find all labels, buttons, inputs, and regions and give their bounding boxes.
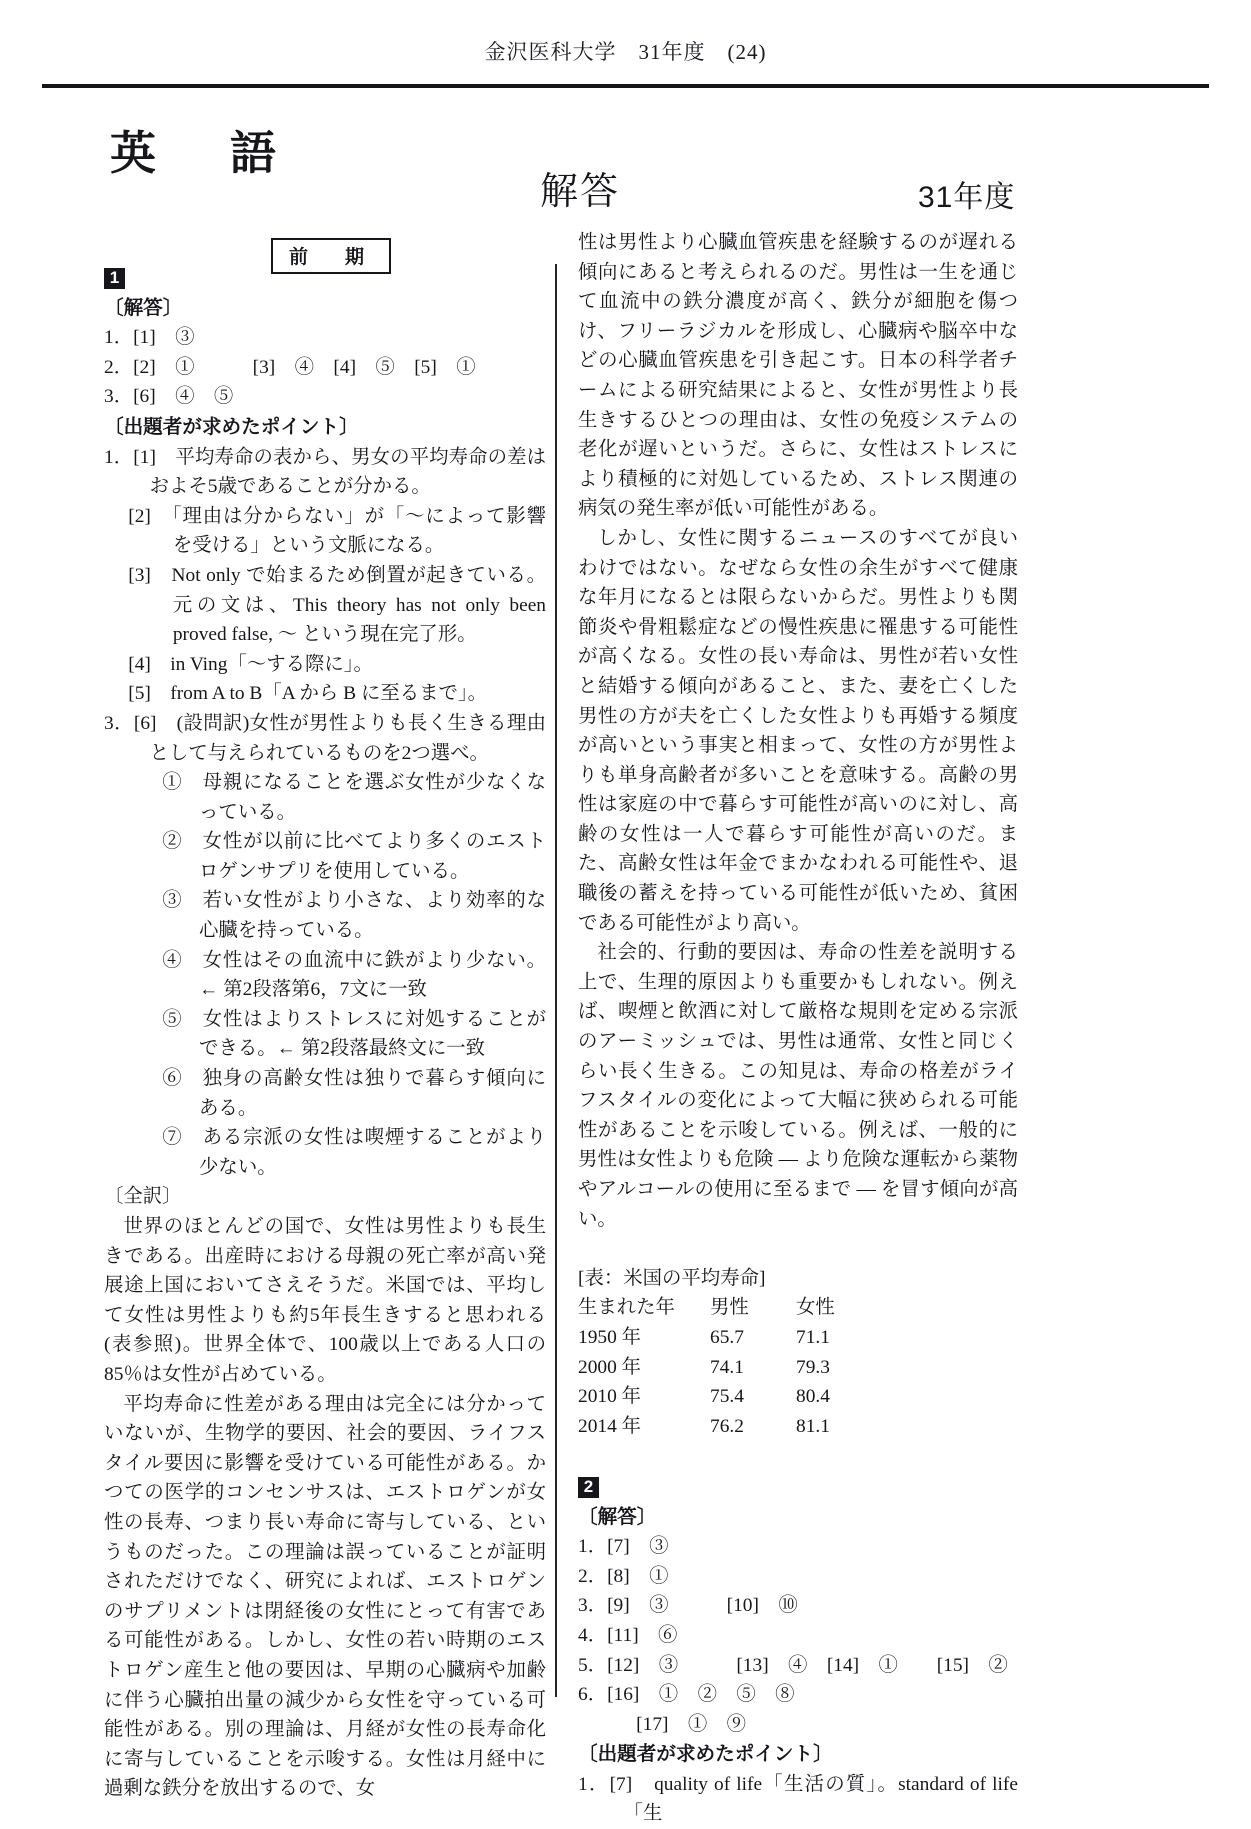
left-column — [104, 262, 546, 1804]
table-header-cell: 女性 — [796, 1297, 835, 1319]
answer-line: 2．[2] ① [3] ④ [4] ⑤ [5] ① — [104, 356, 476, 378]
answer-line: 5．[12] ③ [13] ④ [14] ① [15] ② — [578, 1654, 1008, 1676]
left-translation-heading: 〔全訳〕 — [104, 1186, 182, 1208]
right-points-heading: 〔出題者が求めたポイント〕 — [578, 1744, 833, 1766]
table-cell-year: 2000 年 — [578, 1356, 642, 1378]
page-title: 英 語 — [110, 128, 290, 179]
table-cell-female: 79.3 — [796, 1356, 830, 1378]
table-row — [578, 1412, 876, 1442]
table-cell-male: 74.1 — [710, 1356, 744, 1378]
left-points-heading: 〔出題者が求めたポイント〕 — [104, 416, 359, 438]
answer-line: 6．[16] ① ② ⑤ ⑧ — [578, 1684, 795, 1706]
running-head: 金沢医科大学 31年度 (24) — [484, 40, 767, 64]
point-item: [5] from A to B「A から B に至るまで」。 — [128, 683, 487, 705]
answer-line: 1．[7] ③ — [578, 1536, 669, 1558]
answers-title: 解答 — [540, 171, 621, 213]
table-cell-female: 71.1 — [796, 1326, 830, 1348]
translation-paragraph: 性は男性より心臓血管疾患を経験するのが遅れる傾向にあると考えられるのだ。男性は一生を通じて血流中の鉄分濃度が高く、鉄分が細胞を傷つけ、フリーラジカルを形成し、心臓病や脳卒中などの心臓血管疾患を引き起こす。日本の科学者チームによる研究結果によると、女性が男性より長生きするひとつの理由は、女性の免疫システムの老化が遅いというだ。さらに、女性はストレスにより積極的に対処しているため、ストレス関連の病気の発生率が低い可能性がある。 — [578, 232, 1018, 520]
answer-line: 2．[8] ① — [578, 1565, 669, 1587]
point-item: 3．[6] (設問訳)女性が男性よりも長く生きる理由として与えられているものを2つ選べ。 — [104, 712, 546, 764]
table-cell-female: 81.1 — [796, 1415, 830, 1437]
problem-1-badge: 1 — [104, 268, 125, 289]
table-header-cell: 生まれた年 — [578, 1297, 675, 1319]
table-row — [578, 1323, 876, 1353]
year-label: 31年度 — [918, 181, 1016, 214]
right-column — [578, 228, 1018, 1829]
header-divider-rule — [42, 84, 1209, 88]
choice-item: ⑥ 独身の高齢女性は独りで暮らす傾向にある。 — [162, 1068, 546, 1119]
table-cell-female: 80.4 — [796, 1386, 830, 1408]
choice-item: ② 女性が以前に比べてより多くのエストロゲンサプリを使用している。 — [162, 831, 546, 882]
table-cell-year: 2014 年 — [578, 1415, 642, 1437]
table-cell-year: 1950 年 — [578, 1326, 642, 1348]
point-item: 1．[7] quality of life「生活の質」。standard of life「生 — [578, 1773, 1018, 1825]
table-row — [578, 1382, 876, 1412]
answer-line: 1．[1] ③ — [104, 327, 195, 349]
choice-item: ① 母親になることを選ぶ女性が少なくなっている。 — [162, 772, 546, 823]
translation-paragraph: しかし、女性に関するニュースのすべてが良いわけではない。なぜなら女性の余生がすべて健康な年月になるとは限らないからだ。男性よりも関節炎や骨粗鬆症などの慢性疾患に罹患する可能性が高くなる。女性の長い寿命は、男性が若い女性と結婚する傾向があること、また、妻を亡くした男性の方が夫を亡くした女性よりも再婚する頻度が高いという事実と相まって、女性の方が男性よりも単身高齢者が多いことを意味する。高齢の男性は家庭の中で暮らす可能性が高いのに対し、高齢の女性は一人で暮らす可能性が高いのだ。また、高齢女性は年金でまかなわれる可能性や、退職後の蓄えを持っている可能性が低いため、貧困である可能性がより高い。 — [578, 527, 1018, 934]
answer-line: 4．[11] ⑥ — [578, 1624, 678, 1646]
point-item: 1．[1] 平均寿命の表から、男女の平均寿命の差はおよそ5歳であることが分かる。 — [104, 446, 546, 498]
term-label: 前 期 — [289, 247, 374, 268]
table-row — [578, 1353, 876, 1383]
spacer — [578, 1234, 1018, 1264]
point-item: [3] Not only で始まるため倒置が起きている。元の文は、This theory has not only been proved false, ～ という現在完了形。 — [128, 564, 546, 646]
table-cell-male: 75.4 — [710, 1386, 744, 1408]
choice-item: ③ 若い女性がより小さな、より効率的な心臓を持っている。 — [162, 890, 546, 942]
translation-paragraph: 平均寿命に性差がある理由は完全には分かっていないが、生物学的要因、社会的要因、ライフスタイル要因に影響を受けている可能性がある。かつての医学的コンセンサスは、エストロゲンが女性の長寿、つまり長い寿命に寄与している、というものだった。この理論は誤っていることが証明されただけでなく、研究によれば、エストロゲンのサプリメントは閉経後の女性にとって有害である可能性がある。しかし、女性の若い時期のエストロゲン産生と他の要因は、早期の心臓病や加齢に伴う心臓拍出量の減少から女性を守っている可能性がある。別の理論は、月経が女性の長寿命化に寄与していることを示唆する。女性は月経中に過剰な鉄分を放出するので、女 — [104, 1393, 546, 1800]
table-header-cell: 男性 — [710, 1297, 749, 1319]
point-item: [2] 「理由は分からない」が「～によって影響を受ける」という文脈になる。 — [128, 505, 546, 557]
choice-item: ④ 女性はその血流中に鉄がより少ない。← 第2段落第6，7文に一致 — [162, 949, 546, 1001]
spacer — [578, 1441, 1018, 1471]
translation-paragraph: 世界のほとんどの国で、女性は男性よりも長生きである。出産時における母親の死亡率が高い発展途上国においてさえそうだ。米国では、平均して女性は男性よりも約5年長生きすると思われる(表参照)。世界全体で、100歳以上である人口の85％は女性が占めている。 — [104, 1216, 546, 1385]
left-answers-heading: 〔解答〕 — [104, 297, 183, 319]
table-cell-year: 2010 年 — [578, 1386, 642, 1408]
problem-2-badge: 2 — [578, 1477, 599, 1498]
translation-paragraph: 社会的、行動的要因は、寿命の性差を説明する上で、生理的原因よりも重要かもしれない。例えば、喫煙と飲酒に対して厳格な規則を定める宗派のアーミッシュでは、男性は通常、女性と同じくらい長く生きる。この知見は、寿命の格差がライフスタイルの変化によって大幅に狭められる可能性があることを示唆している。例えば、一般的に男性は女性よりも危険 ― より危険な運転から薬物やアルコールの使用に至るまで ― を冒す傾向が高い。 — [578, 942, 1018, 1230]
choice-item: ⑤ 女性はよりストレスに対処することができる。← 第2段落最終文に一致 — [162, 1008, 546, 1060]
answer-line: 3．[6] ④ ⑤ — [104, 386, 234, 408]
answer-line: [17] ① ⑨ — [578, 1713, 747, 1735]
answer-line: 3．[9] ③ [10] ⑩ — [578, 1595, 798, 1617]
table-header-row — [578, 1293, 876, 1323]
point-item: [4] in Ving「～する際に」。 — [128, 653, 373, 675]
table-cell-male: 65.7 — [710, 1326, 744, 1348]
choice-item: ⑦ ある宗派の女性は喫煙することがより少ない。 — [162, 1127, 546, 1178]
column-divider — [555, 264, 557, 1697]
table-cell-male: 76.2 — [710, 1415, 744, 1437]
life-expectancy-table — [578, 1293, 876, 1441]
life-table-caption: [表：米国の平均寿命] — [578, 1267, 766, 1289]
right-answers-heading: 〔解答〕 — [578, 1506, 657, 1528]
